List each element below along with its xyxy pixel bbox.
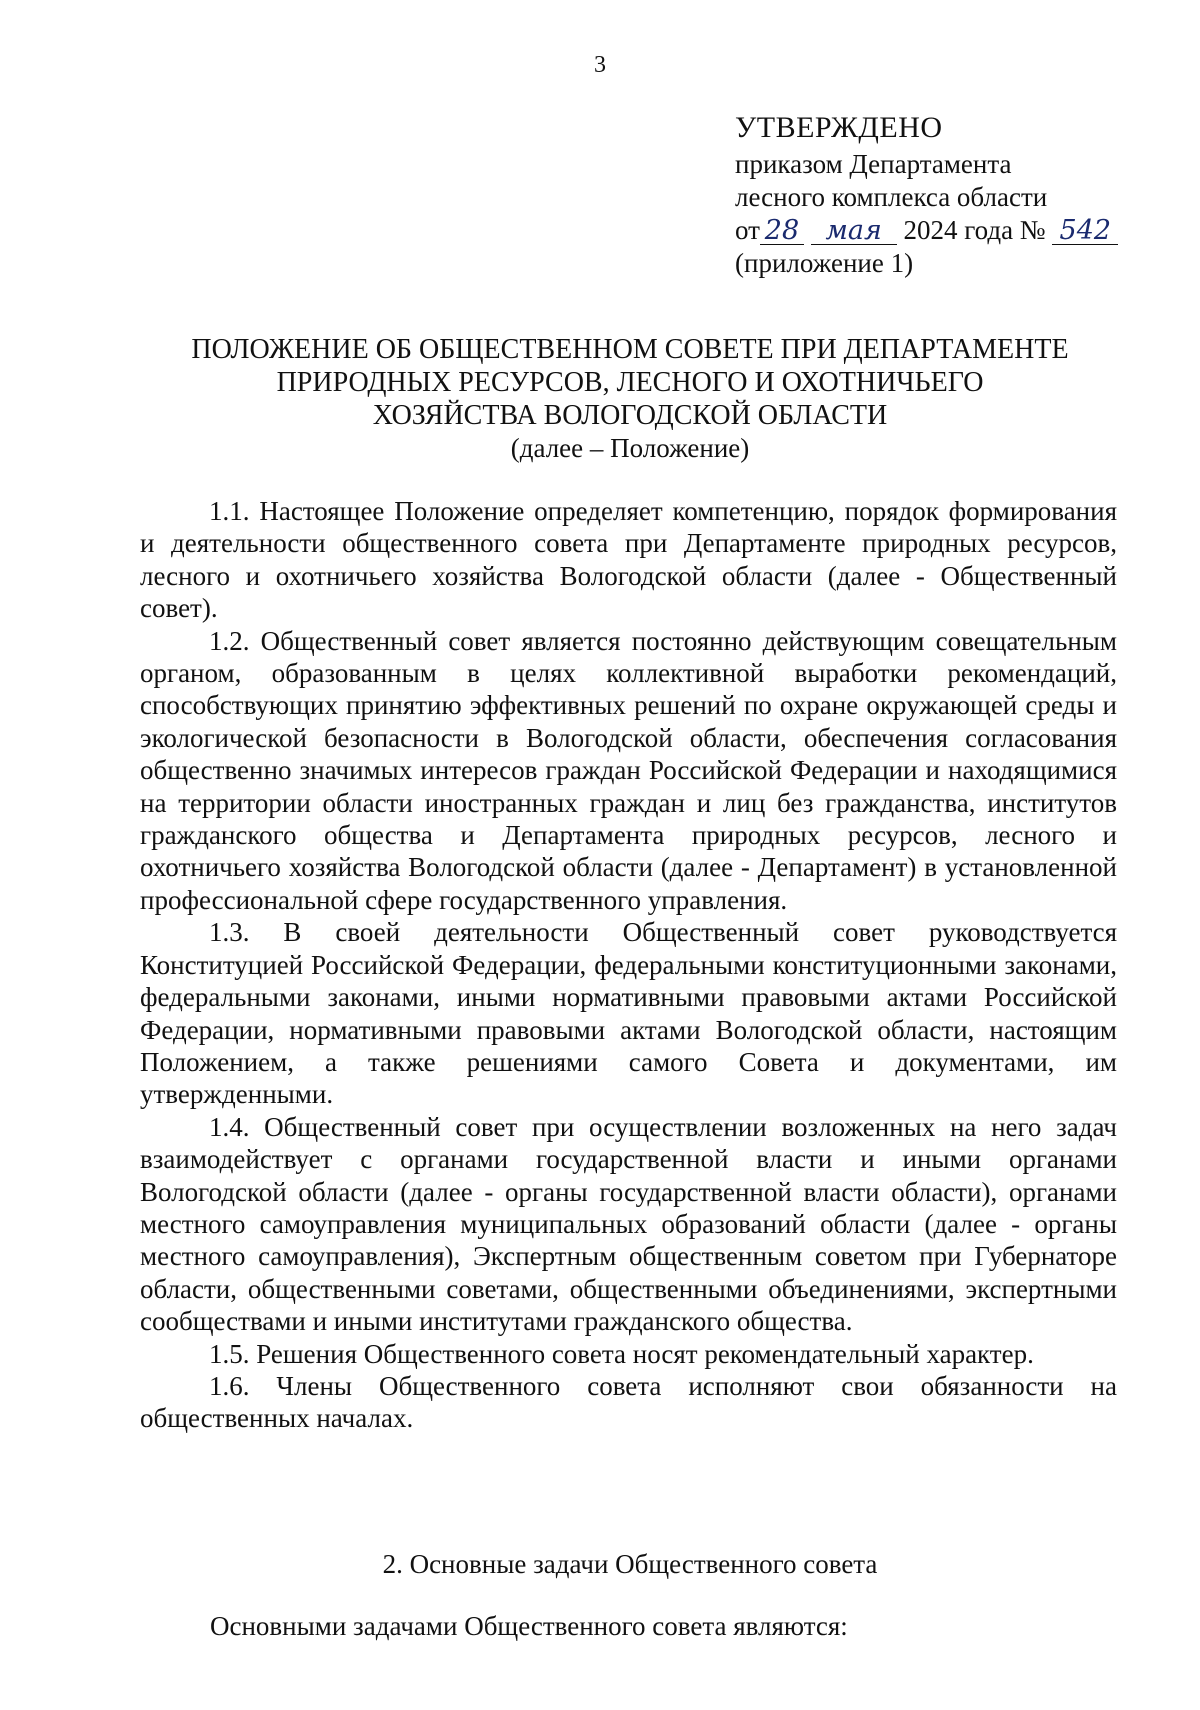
approval-appendix: (приложение 1)	[735, 248, 914, 278]
paragraph-1-6: 1.6. Члены Общественного совета исполняют свои обязанности на общественных началах.	[140, 1370, 1117, 1434]
approval-block	[735, 108, 1118, 280]
approval-year-text: 2024 года №	[903, 215, 1046, 245]
approval-from-prefix: от	[735, 215, 760, 245]
handwritten-month: мая	[811, 218, 897, 245]
paragraph-1-1: 1.1. Настоящее Положение определяет компетенцию, порядок формирования и деятельности общественного совета при Департаменте природных ресурсов, лесного и охотничьего хозяйства Вологодской области (далее - Общественный совет).	[140, 496, 1117, 624]
paragraph-1-2: 1.2. Общественный совет является постоянно действующим совещательным органом, образованным в целях коллективной выработки рекомендаций, способствующих принятию эффективных решений по охране окружающей среды и экологической безопасности в Вологодской области, обеспечения согласования общественно значимых интересов граждан Российской Федерации и находящимися на территории области иностранных граждан и лиц без гражданства, институтов гражданского общества и Департамента природных ресурсов, лесного и охотничьего хозяйства Вологодской области (далее - Департамент) в установленной профессиональной сфере государственного управления.	[140, 625, 1117, 915]
title-line-1: ПОЛОЖЕНИЕ ОБ ОБЩЕСТВЕННОМ СОВЕТЕ ПРИ ДЕПАРТАМЕНТЕ	[191, 334, 1069, 365]
approval-heading: УТВЕРЖДЕНО	[735, 111, 943, 144]
document-body	[140, 495, 1117, 1435]
page-number: 3	[594, 52, 606, 78]
handwritten-order-number: 542	[1052, 218, 1118, 245]
section-2-intro: Основными задачами Общественного совета являются:	[210, 1611, 848, 1641]
approval-date-line	[735, 214, 1118, 247]
paragraph-1-3: 1.3. В своей деятельности Общественный совет руководствуется Конституцией Российской Федерации, федеральными конституционными законами, федеральными законами, иными нормативными правовыми актами Российской Федерации, нормативными правовыми актами Вологодской области, настоящим Положением, а также решениями самого Совета и документами, им утвержденными.	[140, 917, 1117, 1110]
approval-line-2: лесного комплекса области	[735, 182, 1048, 212]
title-line-3: ХОЗЯЙСТВА ВОЛОГОДСКОЙ ОБЛАСТИ	[372, 400, 888, 431]
paragraph-1-5: 1.5. Решения Общественного совета носят рекомендательный характер.	[209, 1338, 1034, 1369]
title-line-2: ПРИРОДНЫХ РЕСУРСОВ, ЛЕСНОГО И ОХОТНИЧЬЕГО	[276, 367, 984, 398]
handwritten-day: 28	[760, 218, 804, 245]
document-title	[140, 333, 1120, 465]
approval-line-1: приказом Департамента	[735, 149, 1012, 179]
paragraph-1-4: 1.4. Общественный совет при осуществлении возложенных на него задач взаимодействует с органами государственной власти и иными органами Вологодской области (далее - органы государственной власти области), органами местного самоуправления муниципальных образований области (далее - органы местного самоуправления), Экспертным общественным советом при Губернаторе области, общественными советами, общественными объединениями, экспертными сообществами и иными институтами гражданского общества.	[140, 1111, 1117, 1337]
title-line-4: (далее – Положение)	[510, 433, 750, 463]
section-2-heading: 2. Основные задачи Общественного совета	[382, 1549, 878, 1579]
